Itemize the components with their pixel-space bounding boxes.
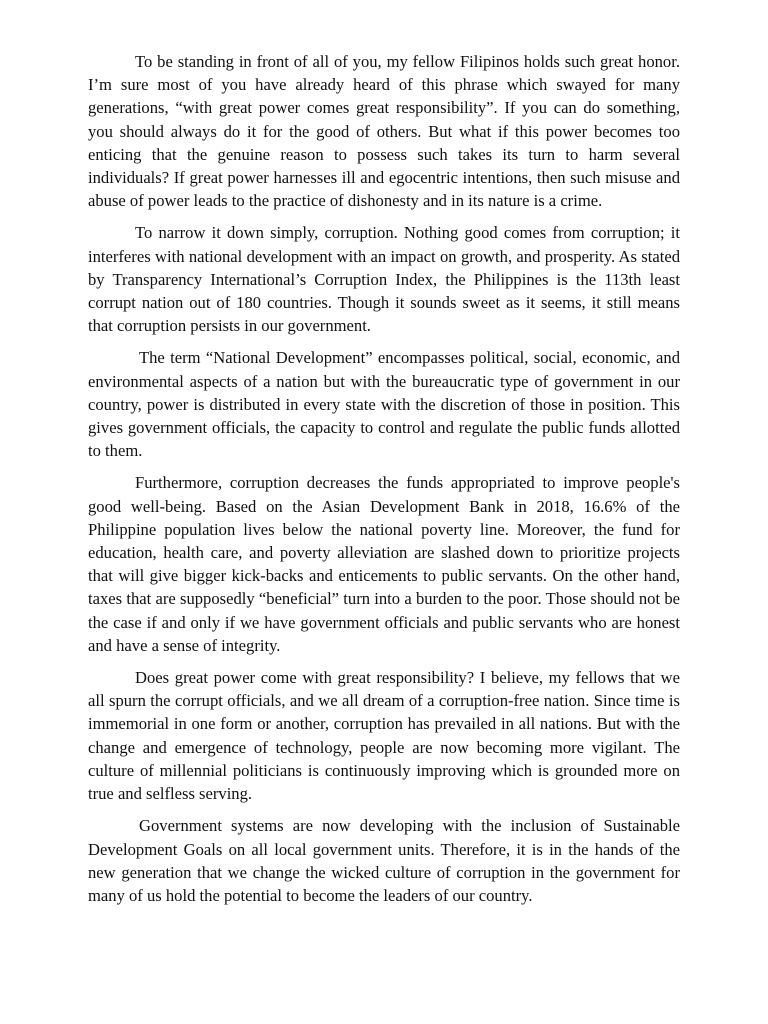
paragraph-1: To be standing in front of all of you, my fellow Filipinos holds such great honor. I’m sure most of you have already heard of this phrase which swayed for many generations, “with great power comes great responsibility”. If you can do something, you should always do it for the good of others. But what if this power becomes too enticing that the genuine reason to possess such takes its turn to harm several individuals? If great power harnesses ill and egocentric intentions, then such misuse and abuse of power leads to the practice of dishonesty and in its nature is a crime. [88, 52, 680, 211]
paragraph-6: Government systems are now developing with the inclusion of Sustainable Development Goals on all local government units. Therefore, it is in the hands of the new generation that we change the wicked culture of corruption in the government for many of us hold the potential to become the leaders of our country. [88, 816, 680, 905]
paragraph-4: Furthermore, corruption decreases the funds appropriated to improve people's good well-being. Based on the Asian Development Bank in 2018, 16.6% of the Philippine population lives below the national poverty line. Moreover, the fund for education, health care, and poverty alleviation are slashed down to prioritize projects that will give bigger kick-backs and enticements to public servants. On the other hand, taxes that are supposedly “beneficial” turn into a burden to the poor. Those should not be the case if and only if we have government officials and public servants who are honest and have a sense of integrity. [88, 473, 680, 655]
paragraph-2: To narrow it down simply, corruption. Nothing good comes from corruption; it interferes with national development with an impact on growth, and prosperity. As stated by Transparency International’s Corruption Index, the Philippines is the 113th least corrupt nation out of 180 countries. Though it sounds sweet as it seems, it still means that corruption persists in our government. [88, 223, 680, 336]
paragraph-3: The term “National Development” encompasses political, social, economic, and environmental aspects of a nation but with the bureaucratic type of government in our country, power is distributed in every state with the discretion of those in position. This gives government officials, the capacity to control and regulate the public funds allotted to them. [88, 348, 680, 461]
paragraph-5: Does great power come with great responsibility? I believe, my fellows that we all spurn the corrupt officials, and we all dream of a corruption-free nation. Since time is immemorial in one form or another, corruption has prevailed in all nations. But with the change and emergence of technology, people are now becoming more vigilant. The culture of millennial politicians is continuously improving which is grounded more on true and selfless serving. [88, 668, 680, 804]
document-page [88, 50, 680, 916]
